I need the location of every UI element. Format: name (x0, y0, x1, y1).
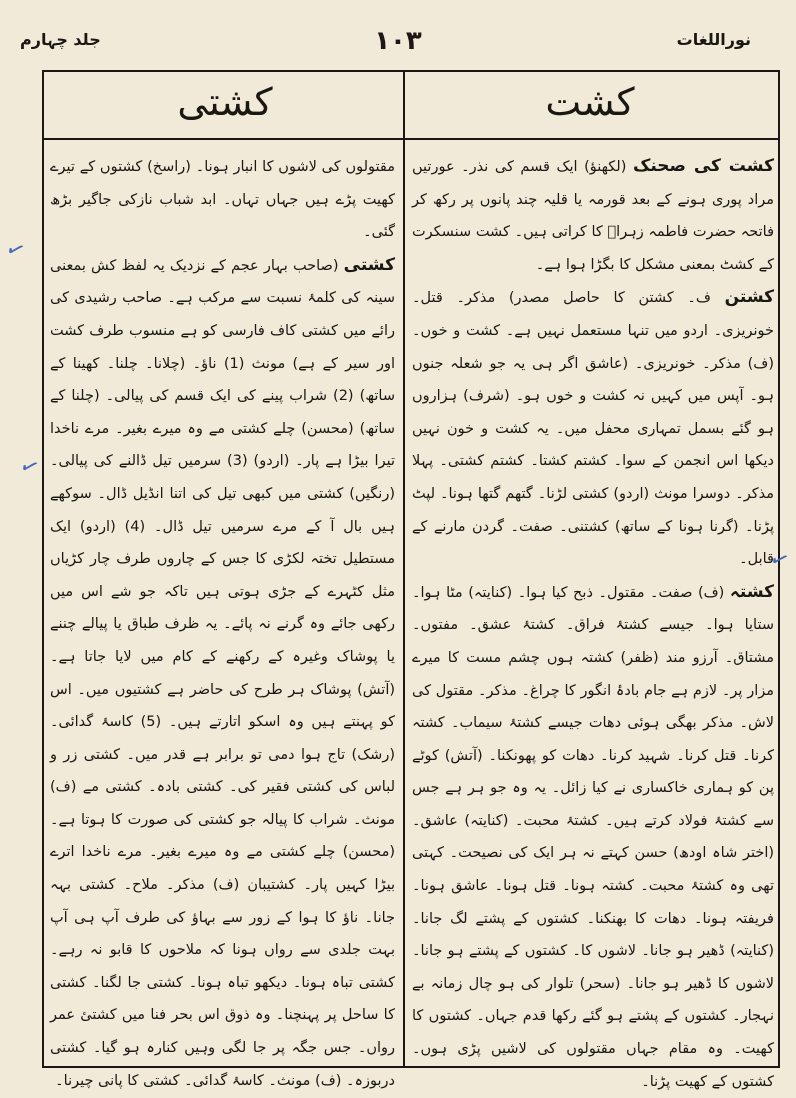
entry (412, 281, 774, 575)
left-column-text (50, 150, 395, 1089)
entry (50, 249, 395, 1097)
heading-rule (42, 138, 780, 140)
entry-text: ف۔ کشتن کا حاصل مصدر) مذکر۔ قتل۔ خونریزی۔ اردو میں تنہا مستعمل نہیں ہے۔ کشت و خوں۔ (ف) مذکر۔ خونریزی۔ (عاشق اگر ہی یہ جو شعلہ جنوں ہو۔ آپس میں کہیں نہ کشت و خوں ہو۔ (شرف) ہزاروں ہو گئے بسمل تمہاری محفل میں۔ یہ کشت و خون نہیں دیکھا اس انجمن کے سوا۔ کشتم کشتا۔ کشتم کشتی۔ پہلا مذکر۔ دوسرا مونث (اردو) کشتی لڑنا۔ گتھم گتھا ہونا۔ لپٹ پڑنا۔ (گرنا ہونا کے ساتھ) کشتنی۔ صفت۔ گردن مارنے کے قابل۔ (412, 290, 774, 568)
entry-text: (ف) صفت۔ مقتول۔ ذبح کیا ہوا۔ (کنایتہ) مٹا ہوا۔ ستایا ہوا۔ جیسے کشتۂ فراق۔ کشتۂ عشق۔ مفتوں۔ مشتاق۔ آرزو مند (ظفر) کشتہ ہوں چشم مست کا میرے مزار پر۔ لازم ہے جام بادۂ انگور کا چراغ۔ مذکر۔ مقتول کی لاش۔ مذکر بھگی ہوئی دھات جیسے کشتۂ سیماب۔ کشتہ کرنا۔ قتل کرنا۔ شہید کرنا۔ دھات کو پھونکنا۔ (آتش) کوٹے پن کو ہماری خاکساری نے کیا زائل۔ یہ وہ جو ہر ہے جس سے کشتۂ فولاد کرتے ہیں۔ کشتۂ محبت۔ (کنایتہ) عاشق۔ (اختر شاہ اودھ) حسن کہتے نہ ہر ایک کی نصیحت۔ کہتی تھی وہ کشتۂ محبت۔ کشتہ ہونا۔ قتل ہونا۔ عاشق ہونا۔ فریفتہ ہونا۔ دھات کا بھنکنا۔ کشتوں کے پشتے لگ جانا۔ (کنایتہ) ڈھیر ہو جانا۔ لاشوں کا۔ کشتوں کے پشتے ہو جانا۔ لاشوں کا ڈھیر ہو جانا۔ (سحر) تلوار کی ہو چال زمانہ بے نہجار۔ کشتوں کے پشتے ہو گئے رکھا قدم جہاں۔ کشتوں کا کھیت۔ وہ مقام جہاں مقتولوں کی لاشیں پڑی ہوں۔ کشتوں کے کھیت پڑنا۔ (412, 584, 774, 1090)
entry-headword: کشتہ (729, 581, 775, 602)
entry-headword: کشتی (343, 254, 395, 275)
left-column-title: کشتی (177, 80, 273, 124)
entry-text: مقتولوں کی لاشوں کا انبار ہونا۔ (راسخ) کشتوں کے تیرے کھیت پڑے ہیں جہاں تہاں۔ ابد شباب نازکی جاگیر بڑھ گئی۔ (50, 159, 395, 241)
entry-headword: کشت کی صحنک (632, 156, 774, 176)
book-title: نوراللغات (676, 30, 751, 49)
right-column-title: کشت (545, 80, 635, 124)
margin-tick-mark: ✓ (765, 545, 793, 576)
column-divider (403, 70, 405, 1068)
entry (412, 576, 774, 1098)
margin-tick-mark: ✓ (15, 452, 43, 483)
entry-text: (صاحب بہار عجم کے نزدیک یہ لفظ کش بمعنی سینہ کی کلمۂ نسبت سے مرکب ہے۔ صاحب رشیدی کی رائے میں کشتی کاف فارسی کو ہے منسوب طرف کشت اور سیر کے ہے) مونث (1) ناؤ۔ (چلانا۔ چلنا۔ کھینا کے ساتھ) (2) شراب پینے کی ایک قسم کی پیالی۔ (چلنا کے ساتھ) (محسن) چلے کشتی مے وہ میرے بغیر۔ مرے ناخدا تیرا بیڑا ہے پار۔ (اردو) (3) سرمیں تیل ڈالنے کی پیالی۔ (رنگیں) کشتی میں کبھی تیل کی اتنا انڈیل ڈال۔ سوکھے ہیں بال آ کے مرے سرمیں تیل ڈال۔ (4) (اردو) ایک مستطیل تختہ لکڑی کا جس کے چاروں طرف چار کڑیاں مثل کٹہرے کے جڑی ہوتی ہیں تاکہ جو شے اس میں رکھی جائے وہ گرنے نہ پائے۔ یہ ظرف طباق یا پیالے چننے یا پوشاک وغیرہ کے رکھنے کے کام میں لایا جاتا ہے۔ (آتش) پوشاک ہر طرح کی حاضر ہے کشتیوں میں۔ اس کو پہنتے ہیں وہ اسکو اتارتے ہیں۔ (5) کاسۂ گدائی۔ (رشک) تاج ہوا دمی تو برابر ہے قدر میں۔ کشتی زر و لباس کی کشتی فقیر کی۔ کشتی بادہ۔ کشتی مے (ف) مونث۔ شراب کا پیالہ جو کشتی کی صورت کا ہوتا ہے۔ (محسن) چلے کشتی مے وہ میرے بغیر۔ مرے ناخدا اترے بیڑا کہیں پار۔ کشتیبان (ف) مذکر۔ ملاح۔ کشتی بہہ جانا۔ ناؤ کا ہوا کے زور سے بہاؤ کی طرف آپ ہی آپ بہت جلدی سے رواں ہونا کہ ملاحوں کا قابو نہ رہے۔ کشتی تباہ ہونا۔ دیکھو تباہ ہونا۔ کشتی جا لگنا۔ کشتی کا ساحل پر پہنچنا۔ وہ ذوق اس بحر فنا میں کشتیٔ عمر رواں۔ جس جگہ پر جا لگی وہیں کنارہ ہو گیا۔ کشتی دربوزہ۔ (ف) مونث۔ کاسۂ گدائی۔ کشتی کا پانی چیرنا۔ (50, 257, 395, 1089)
volume-label: جلد چہارم (20, 30, 101, 49)
page-number: ١٠٣ (374, 26, 422, 56)
entry (50, 150, 395, 249)
margin-tick-mark: ✓ (1, 235, 29, 266)
entry-text: (لکھنؤ) ایک قسم کی نذر۔ عورتیں مراد پوری ہونے کے بعد قورمہ یا قلیہ چند پانوں پر رکھ کر فاتحہ حضرت فاطمہ زہراؑ کا کراتی ہیں۔ کشت سنسکرت کے کشٹ بمعنی مشکل کا بگڑا ہوا ہے۔ (412, 159, 774, 273)
entry-headword: کشتن (724, 287, 775, 308)
right-column-text (412, 150, 775, 1090)
entry (412, 150, 774, 281)
